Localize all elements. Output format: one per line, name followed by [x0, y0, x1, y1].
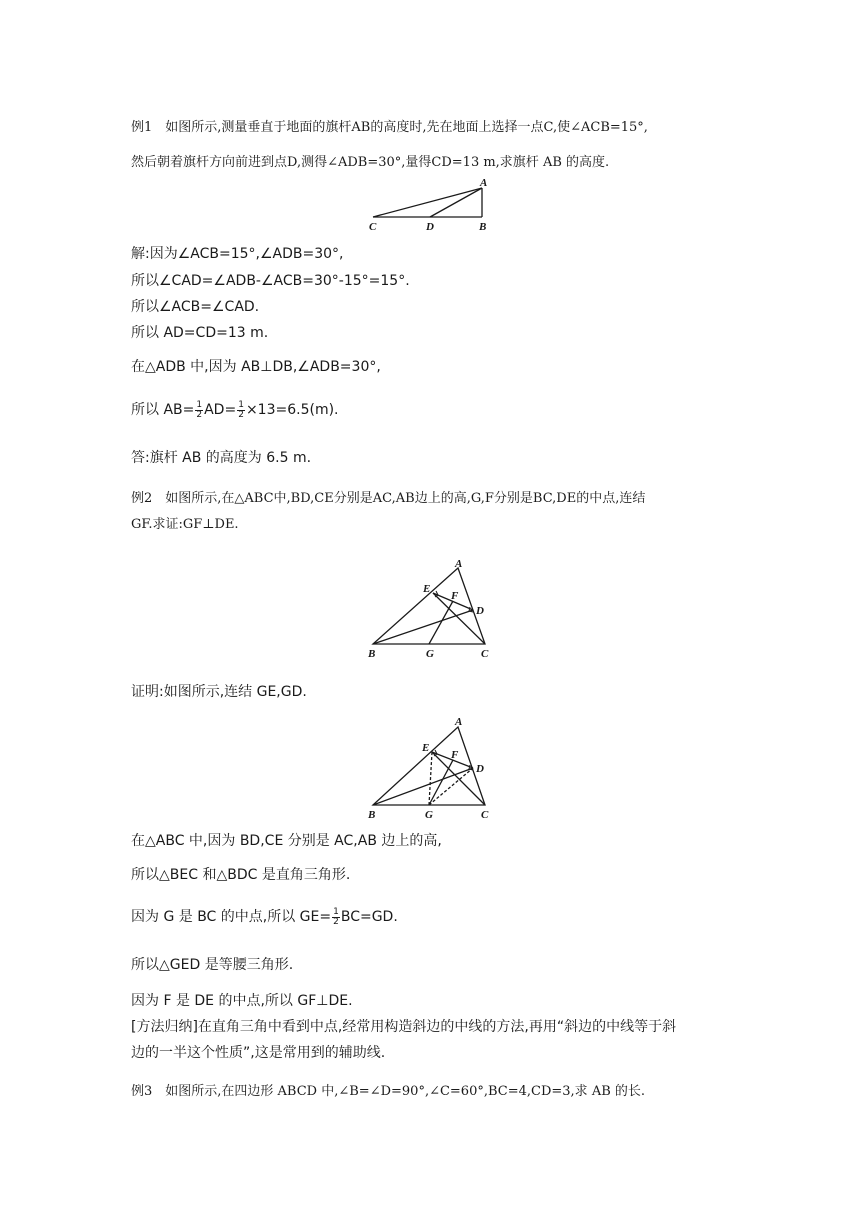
figure-triangle-1 — [365, 556, 495, 664]
proof2-line5: 所以△GED 是等腰三角形. — [131, 957, 294, 973]
figure-triangle-2 — [365, 713, 495, 823]
label-C: C — [369, 221, 377, 233]
label-D: D — [476, 763, 484, 775]
method-summary-line2: 边的一半这个性质”,这是常用到的辅助线. — [131, 1045, 386, 1061]
fraction-one-half-2: $\frac{1}{2}$ — [238, 399, 244, 420]
solution1-line4: 所以 AD=CD=13 m. — [131, 325, 269, 341]
label-F: F — [451, 749, 459, 761]
method-summary-line1: [方法归纳]在直角三角中看到中点,经常用构造斜边的中线的方法,再用“斜边的中线等于斜 — [131, 1019, 677, 1035]
proof2-line4-pre: 因为 G 是 BC 的中点,所以 GE= — [131, 909, 332, 925]
proof2-line2: 在△ABC 中,因为 BD,CE 分别是 AC,AB 边上的高, — [131, 833, 442, 849]
solution1-line6 — [131, 400, 339, 420]
example1-line1: 例1 如图所示,测量垂直于地面的旗杆AB的高度时,先在地面上选择一点C,使∠ACB=15°, — [131, 120, 648, 135]
label-E: E — [422, 742, 430, 754]
fraction-one-half: $\frac{1}{2}$ — [333, 906, 339, 927]
label-D: D — [476, 605, 484, 617]
label-D: D — [426, 221, 434, 233]
example2-line1: 例2 如图所示,在△ABC中,BD,CE分别是AC,AB边上的高,G,F分别是BC,DE的中点,连结 — [131, 491, 646, 506]
label-F: F — [451, 590, 459, 602]
figure-flagpole — [365, 174, 495, 234]
proof2-line3: 所以△BEC 和△BDC 是直角三角形. — [131, 867, 351, 883]
label-C: C — [481, 648, 489, 660]
proof2-line1: 证明:如图所示,连结 GE,GD. — [131, 684, 307, 700]
label-G: G — [425, 809, 433, 821]
label-B: B — [368, 809, 376, 821]
solution1-line6-post: ×13=6.5(m). — [245, 402, 339, 418]
solution1-answer: 答:旗杆 AB 的高度为 6.5 m. — [131, 450, 312, 466]
solution1-line2: 所以∠CAD=∠ADB-∠ACB=30°-15°=15°. — [131, 273, 410, 289]
label-E: E — [423, 583, 431, 595]
label-A: A — [455, 716, 463, 728]
proof2-line6: 因为 F 是 DE 的中点,所以 GF⊥DE. — [131, 993, 353, 1009]
label-G: G — [426, 648, 434, 660]
label-B: B — [479, 221, 487, 233]
proof2-line4-post: BC=GD. — [340, 909, 398, 925]
label-A: A — [480, 177, 488, 189]
solution1-line5: 在△ADB 中,因为 AB⊥DB,∠ADB=30°, — [131, 359, 381, 375]
solution1-line6-pre: 所以 AB= — [131, 402, 195, 418]
label-A: A — [455, 558, 463, 570]
solution1-line6-mid: AD= — [204, 402, 237, 418]
solution1-line3: 所以∠ACB=∠CAD. — [131, 299, 260, 315]
example3-line1: 例3 如图所示,在四边形 ABCD 中,∠B=∠D=90°,∠C=60°,BC=4,CD=3,求 AB 的长. — [131, 1084, 646, 1099]
proof2-line4 — [131, 907, 398, 927]
example2-line2: GF.求证:GF⊥DE. — [131, 517, 239, 532]
solution1-line1: 解:因为∠ACB=15°,∠ADB=30°, — [131, 246, 344, 262]
fraction-one-half: $\frac{1}{2}$ — [196, 399, 203, 420]
example1-line2: 然后朝着旗杆方向前进到点D,测得∠ADB=30°,量得CD=13 m,求旗杆 AB 的高度. — [131, 155, 610, 170]
label-B: B — [368, 648, 376, 660]
label-C: C — [481, 809, 489, 821]
